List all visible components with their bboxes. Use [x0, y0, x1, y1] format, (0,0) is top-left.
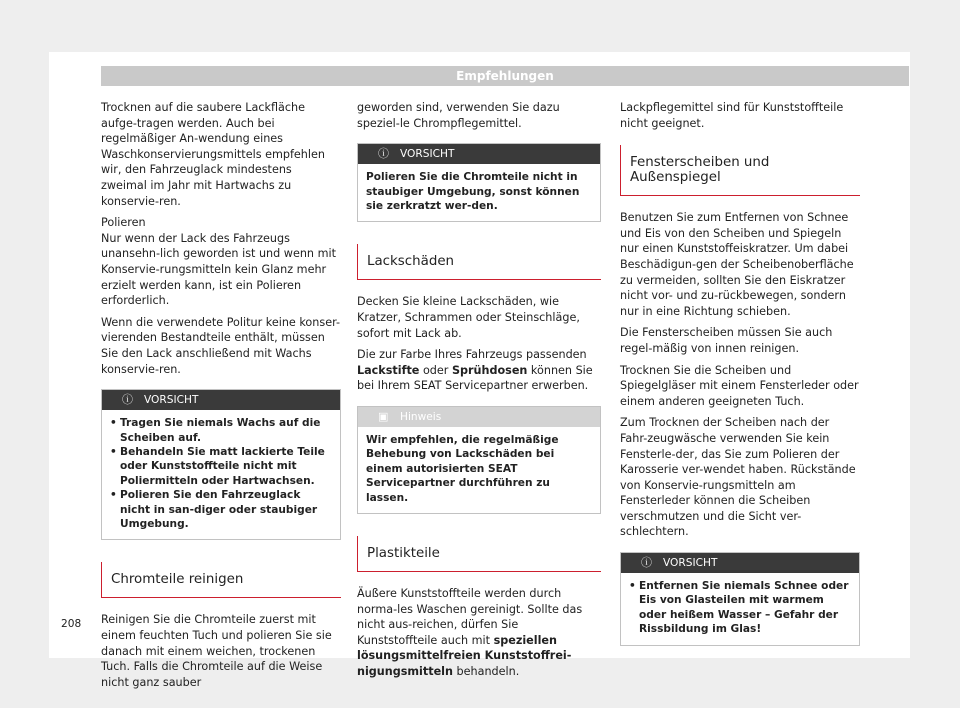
section-title	[357, 244, 601, 280]
warning-circle-icon: ⓘ	[122, 393, 133, 407]
text-run: können Sie bei Ihrem SEAT Servicepartner erwerben.	[357, 363, 593, 393]
note-box-header	[358, 407, 600, 427]
column-1	[101, 100, 341, 696]
caution-box	[101, 389, 341, 540]
list-item-text: Polieren Sie den Fahrzeuglack nicht in san-diger oder staubiger Umgebung.	[120, 489, 318, 530]
text-run: behandeln.	[452, 664, 520, 678]
paragraph: Trocknen auf die saubere Lackfläche aufge-tragen werden. Auch bei regelmäßiger An-wendung eines Waschkonservierungsmittels empfehlen wir, den Fahrzeuglack mindestens zweimal im Jahr mit Hartwachs zu konservie-ren.	[101, 101, 325, 208]
list-item	[110, 488, 332, 531]
list-item	[629, 579, 851, 637]
paragraph: Decken Sie kleine Lackschäden, wie Kratzer, Schrammen oder Steinschläge, sofort mit Lack ab.	[357, 295, 580, 340]
caution-label: VORSICHT	[144, 394, 199, 407]
bullet-icon: •	[110, 417, 117, 430]
bold-text: Sprühdosen	[451, 363, 528, 377]
bullet-icon: •	[110, 445, 117, 458]
paragraph: Trocknen Sie die Scheiben und Spiegelgläser mit einem Fensterleder oder einem anderen geeigneten Tuch.	[620, 363, 859, 408]
section-title	[101, 562, 341, 598]
bold-text: Lackstifte	[357, 363, 420, 377]
paragraph: Wenn die verwendete Politur keine konser-vierenden Bestandteile enthält, müssen Sie den Lack anschließend mit Wachs konservie-ren.	[101, 315, 340, 376]
caution-label: VORSICHT	[400, 148, 455, 161]
caution-box-header	[358, 144, 600, 164]
list-item	[110, 445, 332, 488]
list-item-text: Tragen Sie niemals Wachs auf die Scheiben auf.	[120, 417, 321, 444]
list-item-text: Entfernen Sie niemals Schnee oder Eis von Glasteilen mit warmem oder heißem Wasser – Gefahr der Rissbildung im Glas!	[639, 580, 849, 636]
section-title	[357, 536, 601, 572]
bold-text: speziellen lösungsmittelfreien Kunststoffrei-nigungsmitteln	[357, 633, 572, 678]
warning-circle-icon: ⓘ	[641, 556, 652, 570]
page-header: Empfehlungen	[101, 66, 909, 86]
paragraph: Reinigen Sie die Chromteile zuerst mit einem feuchten Tuch und polieren Sie sie danach mit einem weichen, trockenen Tuch. Falls die Chromteile auf die Weise nicht ganz sauber	[101, 613, 332, 689]
column-3	[620, 100, 860, 646]
caution-box-header	[102, 390, 340, 410]
paragraph: geworden sind, verwenden Sie dazu speziel-le Chrompflegemittel.	[357, 101, 560, 130]
text-run: Äußere Kunststoffteile werden durch norma-les Waschen gereinigt. Sollte das nicht aus-reichen, dürfen Sie Kunststoffteile auch mit	[357, 587, 583, 647]
section-title	[620, 145, 860, 196]
note-icon: ▣	[378, 409, 389, 423]
caution-box-body	[102, 410, 340, 539]
section-title-text: Fensterscheiben und Außenspiegel	[630, 155, 770, 186]
text-run: oder	[419, 363, 452, 377]
note-box	[357, 406, 601, 514]
paragraph	[357, 586, 601, 680]
caution-box-body: Polieren Sie die Chromteile nicht in staubiger Umgebung, sonst können sie zerkratzt wer-den.	[366, 171, 580, 212]
bullet-icon: •	[110, 489, 117, 502]
section-title-text: Plastikteile	[367, 546, 440, 561]
paragraph: Benutzen Sie zum Entfernen von Schnee und Eis von den Scheiben und Spiegeln nur einen Kunststoffeiskratzer. Um dabei Beschädigun-gen der Scheibenoberfläche zu vermeiden, sollten Sie den Eiskratzer nicht vor- und zu-rückbewegen, sondern nur in eine Richtung schieben.	[620, 211, 854, 318]
paragraph: Nur wenn der Lack des Fahrzeugs unansehn-lich geworden ist und wenn mit Konservie-rungsmitteln kein Glanz mehr erzielt werden kann, ist ein Polieren erforderlich.	[101, 231, 336, 308]
caution-label: VORSICHT	[663, 557, 718, 570]
list-item	[110, 416, 332, 445]
list-item-text: Behandeln Sie matt lackierte Teile oder Kunststoffteile nicht mit Poliermitteln oder Hartwachsen.	[120, 445, 325, 487]
paragraph: Lackpflegemittel sind für Kunststoffteile nicht geeignet.	[620, 101, 844, 130]
caution-box-body	[621, 573, 859, 645]
text-run: Die zur Farbe Ihres Fahrzeugs passenden	[357, 348, 587, 362]
section-title-text: Lackschäden	[367, 254, 455, 270]
column-2	[357, 100, 601, 686]
paragraph	[357, 347, 601, 394]
bullet-icon: •	[629, 580, 636, 593]
section-title-text: Chromteile reinigen	[111, 572, 244, 588]
caution-box	[620, 552, 860, 646]
manual-page	[49, 52, 910, 689]
page-number: 208	[61, 618, 82, 630]
warning-circle-icon: ⓘ	[378, 147, 389, 161]
paragraph: Die Fensterscheiben müssen Sie auch regel-mäßig von innen reinigen.	[620, 326, 833, 355]
caution-box-header	[621, 553, 859, 573]
paragraph: Zum Trocknen der Scheiben nach der Fahr-zeugwäsche verwenden Sie kein Fensterle-der, das Sie zum Polieren der Karosserie ver-wendet haben. Rückstände von Konservie-rungsmitteln am Fensterleder können die Scheiben verschmutzen und die Sicht ver-schlechtern.	[620, 416, 856, 539]
subheading: Polieren	[101, 216, 146, 230]
note-label: Hinweis	[400, 410, 442, 423]
caution-box	[357, 143, 601, 222]
note-box-body: Wir empfehlen, die regelmäßige Behebung von Lackschäden bei einem autorisierten SEAT Servicepartner durchführen zu lassen.	[366, 433, 559, 504]
